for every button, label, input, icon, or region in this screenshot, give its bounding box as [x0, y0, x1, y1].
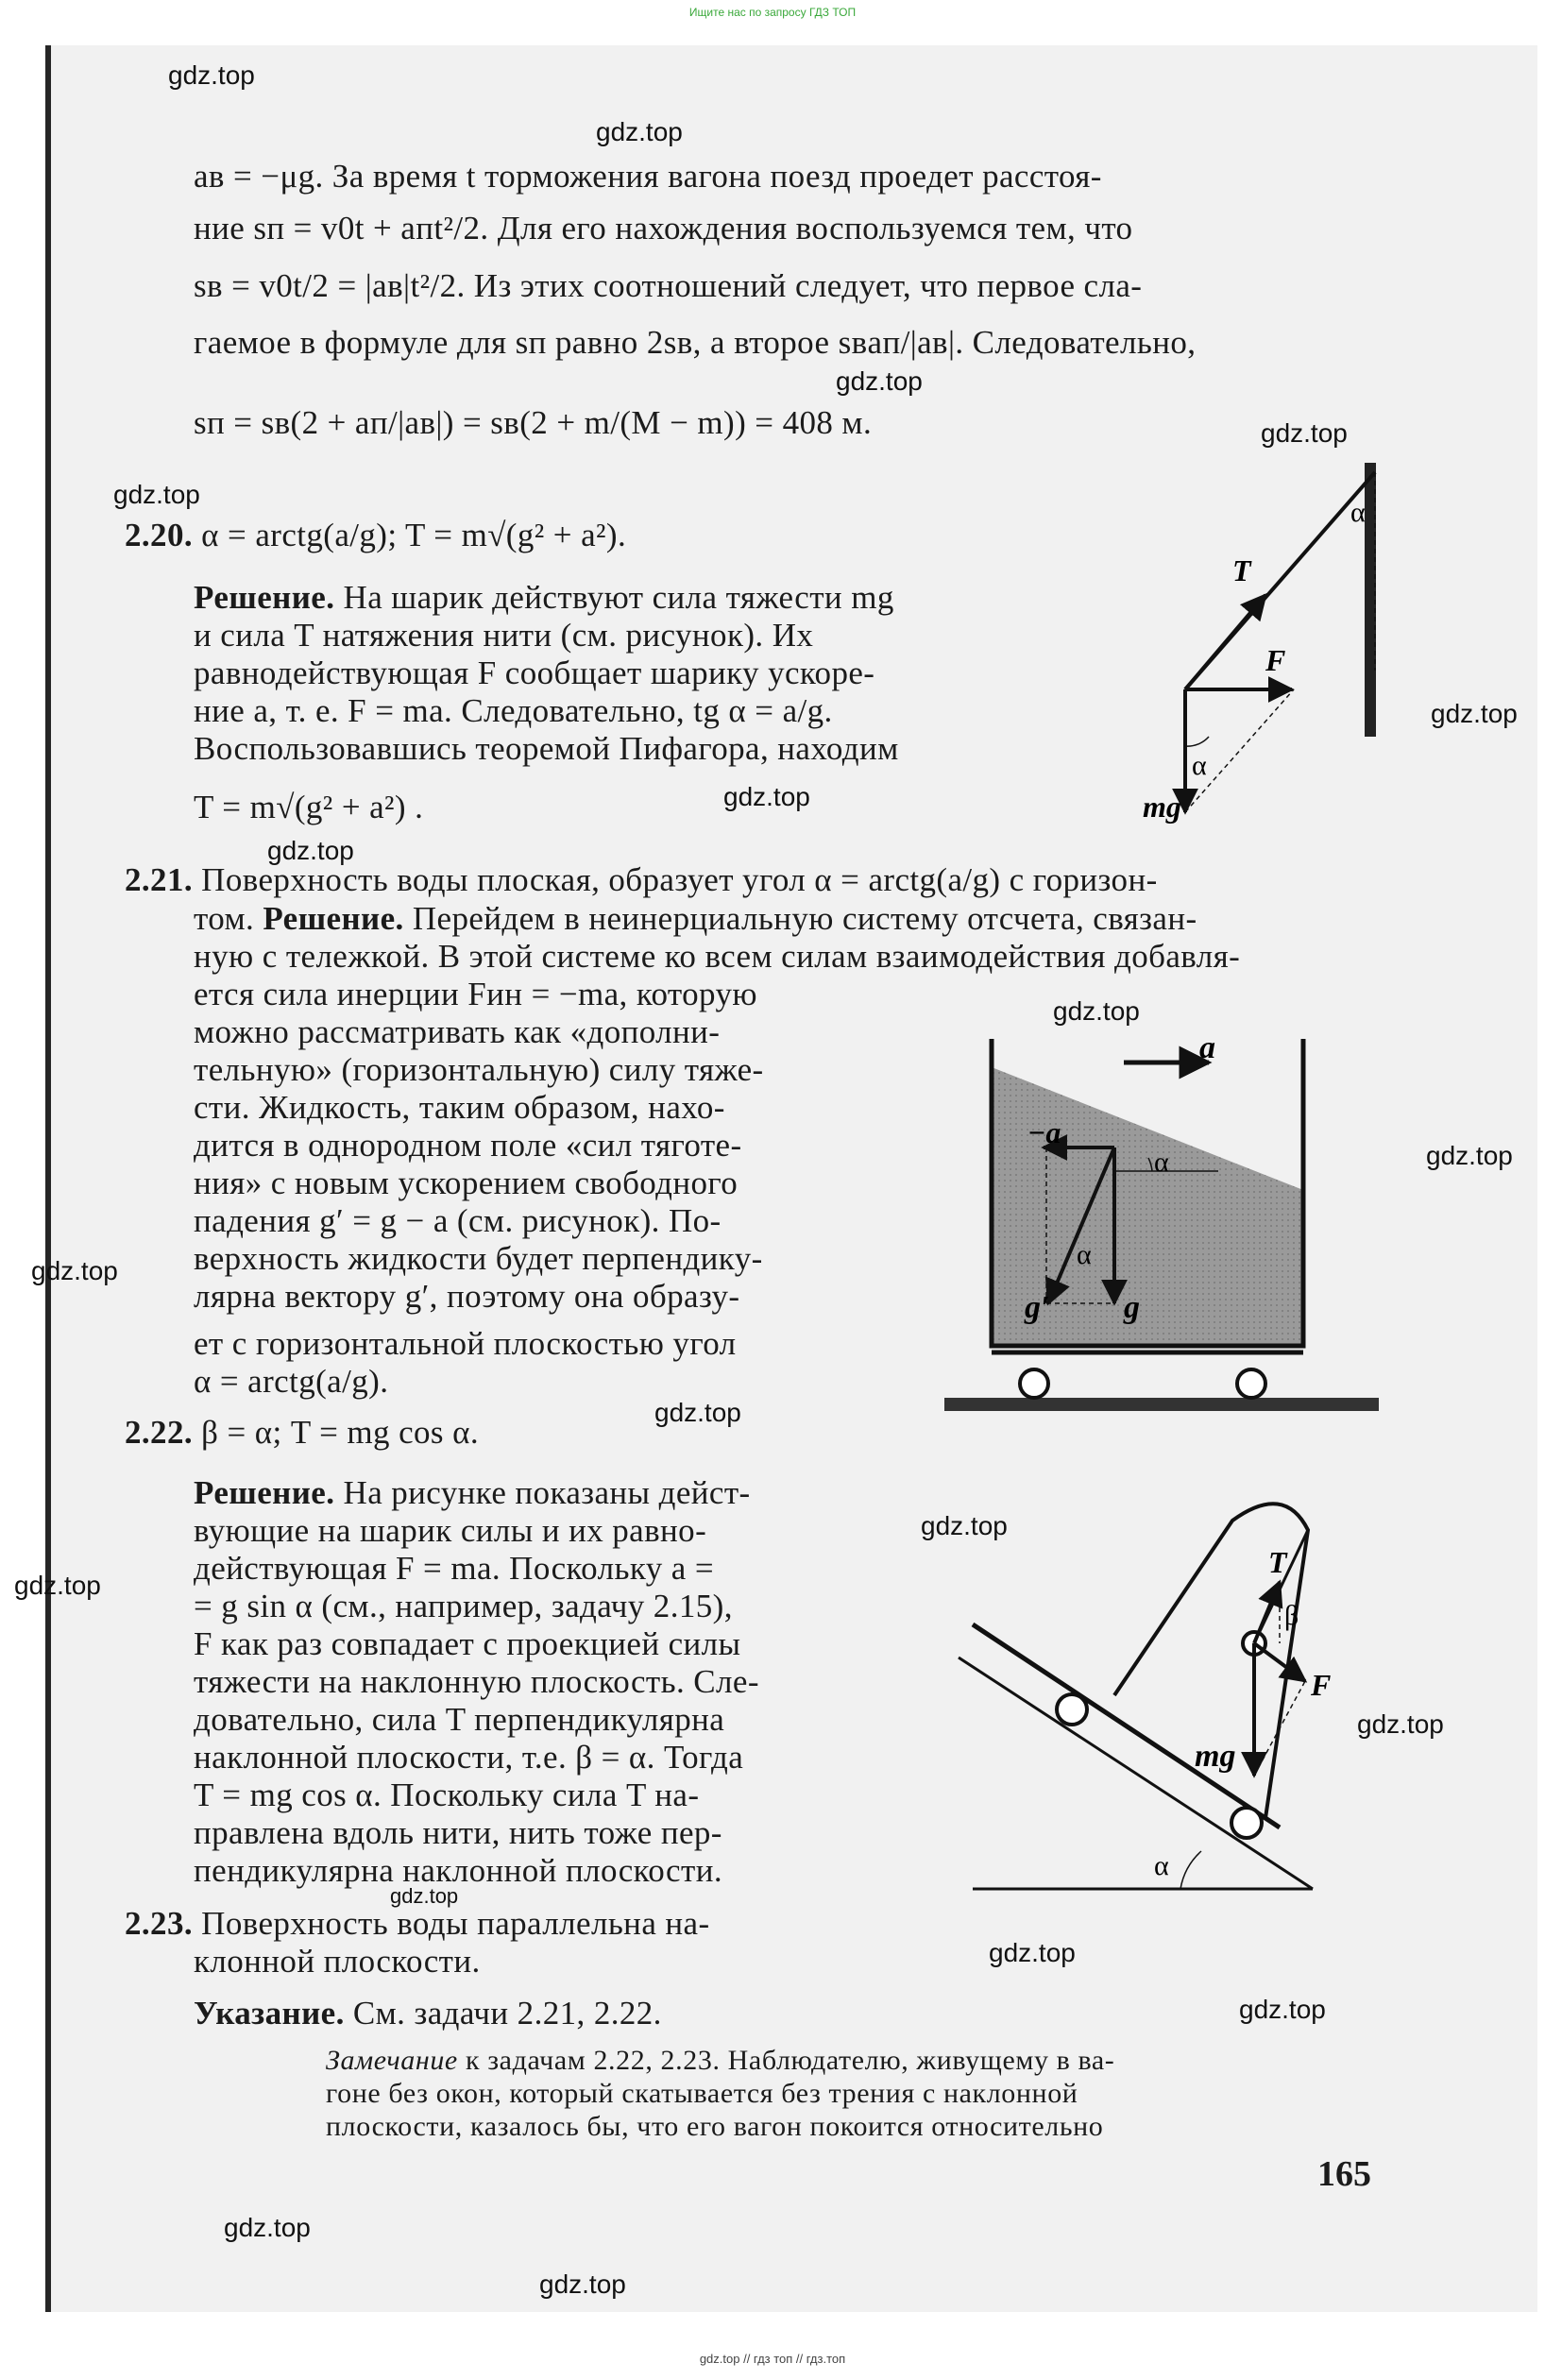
- wheel: [1057, 1694, 1087, 1725]
- text-fragment: том.: [194, 900, 255, 937]
- watermark: gdz.top: [723, 782, 810, 811]
- top-banner: Ищите нас по запросу ГДЗ ТОП: [688, 6, 857, 19]
- text-line: T = mg cos α. Поскольку сила T на-: [194, 1776, 700, 1813]
- label-T: T: [1268, 1545, 1287, 1579]
- footer-links: gdz.top // гдз топ // гдз.топ: [699, 2352, 846, 2366]
- label-g: g: [1124, 1290, 1140, 1325]
- label-a: a: [1199, 1030, 1215, 1065]
- text-line: aв = −μg. За время t торможения вагона поезд проедет расстоя-: [194, 158, 1102, 195]
- remark-text: гоне без окон, который скатывается без трения с наклонной: [326, 2078, 1078, 2109]
- text-line: вующие на шарик силы и их равно-: [194, 1512, 707, 1549]
- watermark: gdz.top: [654, 1398, 741, 1427]
- text-line: клонной плоскости.: [194, 1943, 481, 1980]
- tension-arrow: [1185, 595, 1265, 689]
- wheel: [1020, 1369, 1048, 1398]
- remark-text: плоскости, казалось бы, что его вагон покоится относительно: [326, 2111, 1104, 2142]
- label-alpha: α: [1154, 1850, 1169, 1881]
- problem-number: 2.22.: [125, 1414, 193, 1451]
- text-line: правлена вдоль нити, нить тоже пер-: [194, 1814, 722, 1851]
- text-line: ние sп = v0t + aпt²/2. Для его нахождения воспользуемся тем, что: [194, 210, 1133, 246]
- text-line: Поверхность воды плоская, образует угол α = arctg(a/g) с горизон-: [201, 861, 1158, 898]
- text-line: Поверхность воды параллельна на-: [201, 1905, 710, 1942]
- watermark: gdz.top: [31, 1256, 118, 1285]
- hint-label: Указание.: [194, 1995, 345, 2032]
- label-F: F: [1265, 643, 1286, 677]
- page-number: 165: [1317, 2154, 1371, 2194]
- label-g-prime: g′: [1025, 1290, 1050, 1325]
- label-alpha: α: [1192, 750, 1207, 781]
- text-line: сти. Жидкость, таким образом, нахо-: [194, 1089, 725, 1126]
- text-line: F как раз совпадает с проекцией силы: [194, 1625, 741, 1662]
- text-line: тельную» (горизонтальную) силу тяже-: [194, 1051, 764, 1088]
- figure-2-21: [935, 1020, 1388, 1436]
- resultant-arrow: [1254, 1643, 1305, 1681]
- ground: [944, 1398, 1379, 1411]
- text-line: α = arctg(a/g).: [194, 1363, 389, 1400]
- answer-text: β = α; T = mg cos α.: [201, 1414, 479, 1451]
- label-minus-a: −a: [1027, 1115, 1061, 1149]
- answer-text: α = arctg(a/g); T = m√(g² + a²).: [201, 517, 627, 553]
- text-line: ется сила инерции Fин = −ma, которую: [194, 976, 757, 1012]
- text-line: ния» с новым ускорением свободного: [194, 1164, 739, 1201]
- cart-platform: [973, 1624, 1280, 1828]
- label-alpha: α: [1154, 1147, 1169, 1178]
- text-line: sв = v0t/2 = |aв|t²/2. Из этих соотношений следует, что первое сла-: [194, 267, 1143, 304]
- watermark: gdz.top: [1239, 1995, 1326, 2024]
- solution-label: Решение.: [194, 579, 335, 616]
- figure-2-22: [954, 1492, 1379, 1908]
- watermark: gdz.top: [168, 60, 255, 90]
- text-line: верхность жидкости будет перпендику-: [194, 1240, 763, 1277]
- wheel: [1231, 1808, 1262, 1838]
- label-mg: mg: [1143, 790, 1181, 824]
- watermark: gdz.top: [1053, 996, 1140, 1026]
- hint-text: См. задачи 2.21, 2.22.: [352, 1995, 662, 2032]
- watermark: gdz.top: [989, 1938, 1076, 1967]
- watermark: gdz.top: [224, 2213, 311, 2242]
- watermark: gdz.top: [267, 836, 354, 865]
- text-line: = g sin α (см., например, задачу 2.15),: [194, 1588, 733, 1624]
- text-line: можно рассматривать как «дополни-: [194, 1013, 721, 1050]
- wheel: [1237, 1369, 1265, 1398]
- wall: [1365, 463, 1376, 737]
- text-line: падения g′ = g − a (см. рисунок). По-: [194, 1202, 722, 1239]
- watermark: gdz.top: [390, 1884, 459, 1908]
- text-line: наклонной плоскости, т.е. β = α. Тогда: [194, 1739, 744, 1776]
- text-line: и сила T натяжения нити (см. рисунок). Их: [194, 617, 814, 654]
- text-line: ную с тележкой. В этой системе ко всем силам взаимодействия добавля-: [194, 938, 1241, 975]
- watermark: gdz.top: [1261, 418, 1348, 448]
- problem-number: 2.21.: [125, 861, 193, 898]
- text-line: Воспользовавшись теоремой Пифагора, находим: [194, 730, 899, 767]
- text-line: На рисунке показаны дейст-: [343, 1474, 751, 1511]
- text-line: действующая F = ma. Поскольку a =: [194, 1550, 715, 1587]
- remark-text: к задачам 2.22, 2.23. Наблюдателю, живущему в ва-: [465, 2045, 1115, 2076]
- tension-arrow: [1254, 1582, 1280, 1643]
- text-line: равнодействующая F сообщает шарику ускоре-: [194, 654, 875, 691]
- label-T: T: [1232, 553, 1251, 587]
- figure-2-20: [1143, 463, 1398, 831]
- label-alpha: α: [1077, 1239, 1092, 1270]
- label-alpha: α: [1350, 497, 1366, 528]
- inclined-plane: [959, 1658, 1313, 1889]
- watermark: gdz.top: [113, 480, 200, 509]
- label-beta: β: [1284, 1600, 1299, 1631]
- solution-label: Решение.: [263, 900, 404, 937]
- text-fragment: Перейдем в неинерциальную систему отсчета, связан-: [412, 900, 1197, 937]
- watermark: gdz.top: [1357, 1709, 1444, 1739]
- text-line: ет с горизонтальной плоскостью угол: [194, 1325, 737, 1362]
- problem-number: 2.20.: [125, 517, 193, 553]
- formula-line: sп = sв(2 + aп/|aв|) = sв(2 + m/(M − m)) = 408 м.: [194, 404, 873, 441]
- solution-label: Решение.: [194, 1474, 335, 1511]
- label-F: F: [1311, 1668, 1332, 1702]
- watermark: gdz.top: [539, 2270, 626, 2299]
- text-line: На шарик действуют сила тяжести mg: [343, 579, 894, 616]
- text-line: довательно, сила T перпендикулярна: [194, 1701, 725, 1738]
- problem-number: 2.23.: [125, 1905, 193, 1942]
- watermark: gdz.top: [596, 117, 683, 146]
- watermark: gdz.top: [836, 366, 923, 396]
- remark-label: Замечание: [326, 2045, 458, 2076]
- text-line: тяжести на наклонную плоскость. Сле-: [194, 1663, 759, 1700]
- watermark: gdz.top: [1431, 699, 1518, 728]
- watermark: gdz.top: [1426, 1141, 1513, 1170]
- text-line: лярна вектору g′, поэтому она образу-: [194, 1278, 740, 1315]
- formula-line: T = m√(g² + a²) .: [194, 789, 424, 825]
- text-line: пендикулярна наклонной плоскости.: [194, 1852, 722, 1889]
- watermark: gdz.top: [921, 1511, 1008, 1540]
- text-line: дится в однородном поле «сил тяготе-: [194, 1127, 742, 1164]
- watermark: gdz.top: [14, 1571, 101, 1600]
- text-line: ние a, т. е. F = ma. Следовательно, tg α = a/g.: [194, 692, 833, 729]
- text-line: гаемое в формуле для sп равно 2sв, а второе sвaп/|aв|. Следовательно,: [194, 324, 1197, 361]
- label-mg: mg: [1195, 1739, 1236, 1774]
